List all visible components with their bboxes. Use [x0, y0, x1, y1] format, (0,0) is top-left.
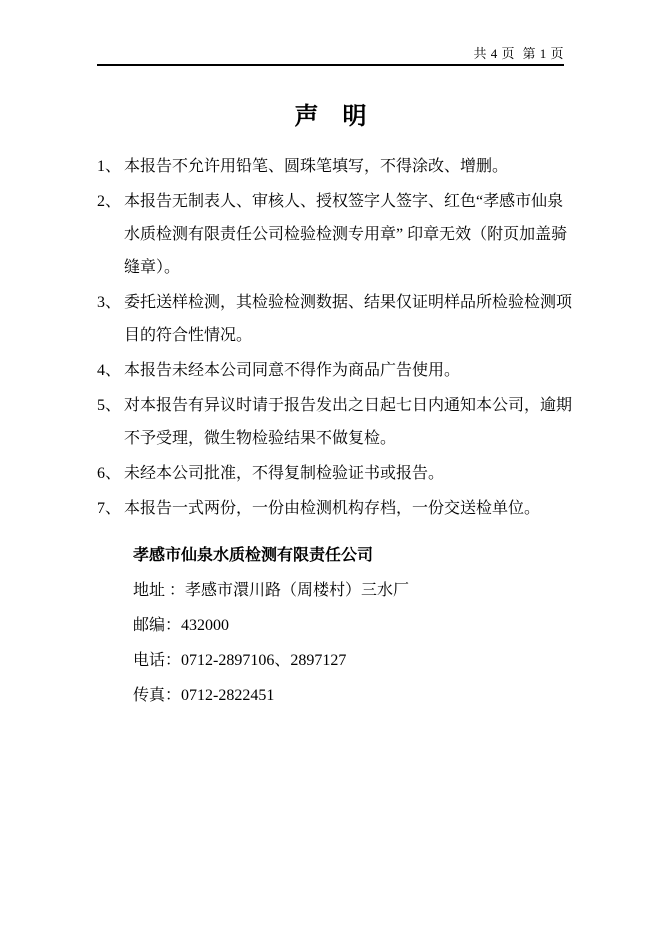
page-number-indicator: 共 4 页 第 1 页 [473, 46, 564, 61]
contact-line [133, 573, 564, 608]
declaration-text-line: 目的符合性情况。 [124, 327, 253, 344]
declaration-item [97, 286, 573, 352]
declaration-text-line: 不予受理，微生物检验结果不做复检。 [124, 430, 397, 447]
declaration-text-line: 本报告未经本公司同意不得作为商品广告使用。 [124, 362, 461, 379]
page-title: 声 明 [294, 104, 367, 130]
contact-value: 0712-2897106、2897127 [181, 652, 347, 669]
declaration-text-line: 委托送样检测，其检验检测数据、结果仅证明样品所检验检测项 [124, 294, 573, 311]
declaration-item [97, 457, 564, 490]
declaration-text-line: 本报告无制表人、审核人、授权签字人签字、红色“孝感市仙泉 [124, 193, 564, 210]
contact-label: 邮编： [133, 617, 182, 634]
declaration-item-number: 7、 [97, 500, 122, 517]
declaration-text-line: 本报告不允许用铅笔、圆珠笔填写，不得涂改、增删。 [124, 158, 509, 175]
declaration-item-text [124, 457, 564, 490]
contact-value: 0712-2822451 [181, 687, 275, 704]
declaration-item-text [124, 389, 573, 455]
declaration-item-text [124, 150, 564, 183]
declaration-item-number: 4、 [97, 362, 122, 379]
declaration-item-number: 2、 [97, 193, 122, 210]
declaration-text-line: 缝章）。 [124, 259, 181, 276]
contact-value: 432000 [181, 617, 230, 634]
contact-line [133, 643, 564, 678]
declaration-item-number: 6、 [97, 465, 122, 482]
declaration-item-text [124, 354, 564, 387]
declaration-item-number: 5、 [97, 397, 122, 414]
declaration-text-line: 本报告一式两份，一份由检测机构存档，一份交送检单位。 [124, 500, 541, 517]
declaration-item-text [124, 286, 573, 352]
declaration-text-line: 未经本公司批准，不得复制检验证书或报告。 [124, 465, 445, 482]
declaration-text-line: 水质检测有限责任公司检验检测专用章” 印章无效（附页加盖骑 [124, 226, 568, 243]
declaration-list [97, 150, 573, 525]
declaration-item [97, 185, 568, 284]
declaration-item-text [124, 185, 568, 284]
contact-value: 孝感市澴川路（周楼村）三水厂 [185, 582, 410, 599]
declaration-item-text [124, 492, 564, 525]
company-name: 孝感市仙泉水质检测有限责任公司 [133, 547, 374, 564]
contact-line [133, 608, 564, 643]
declaration-item [97, 150, 564, 183]
declaration-item-number: 1、 [97, 158, 122, 175]
declaration-item [97, 492, 564, 525]
contact-lines [133, 573, 564, 713]
contact-label: 传真： [133, 687, 182, 704]
declaration-item [97, 389, 573, 455]
contact-label: 电话： [133, 652, 182, 669]
declaration-text-line: 对本报告有异议时请于报告发出之日起七日内通知本公司，逾期 [124, 397, 573, 414]
contact-line [133, 678, 564, 713]
company-contact-block [97, 538, 564, 713]
contact-label: 地址 ： [133, 582, 186, 599]
header-divider-line [97, 64, 564, 66]
declaration-item-number: 3、 [97, 294, 122, 311]
declaration-item [97, 354, 564, 387]
